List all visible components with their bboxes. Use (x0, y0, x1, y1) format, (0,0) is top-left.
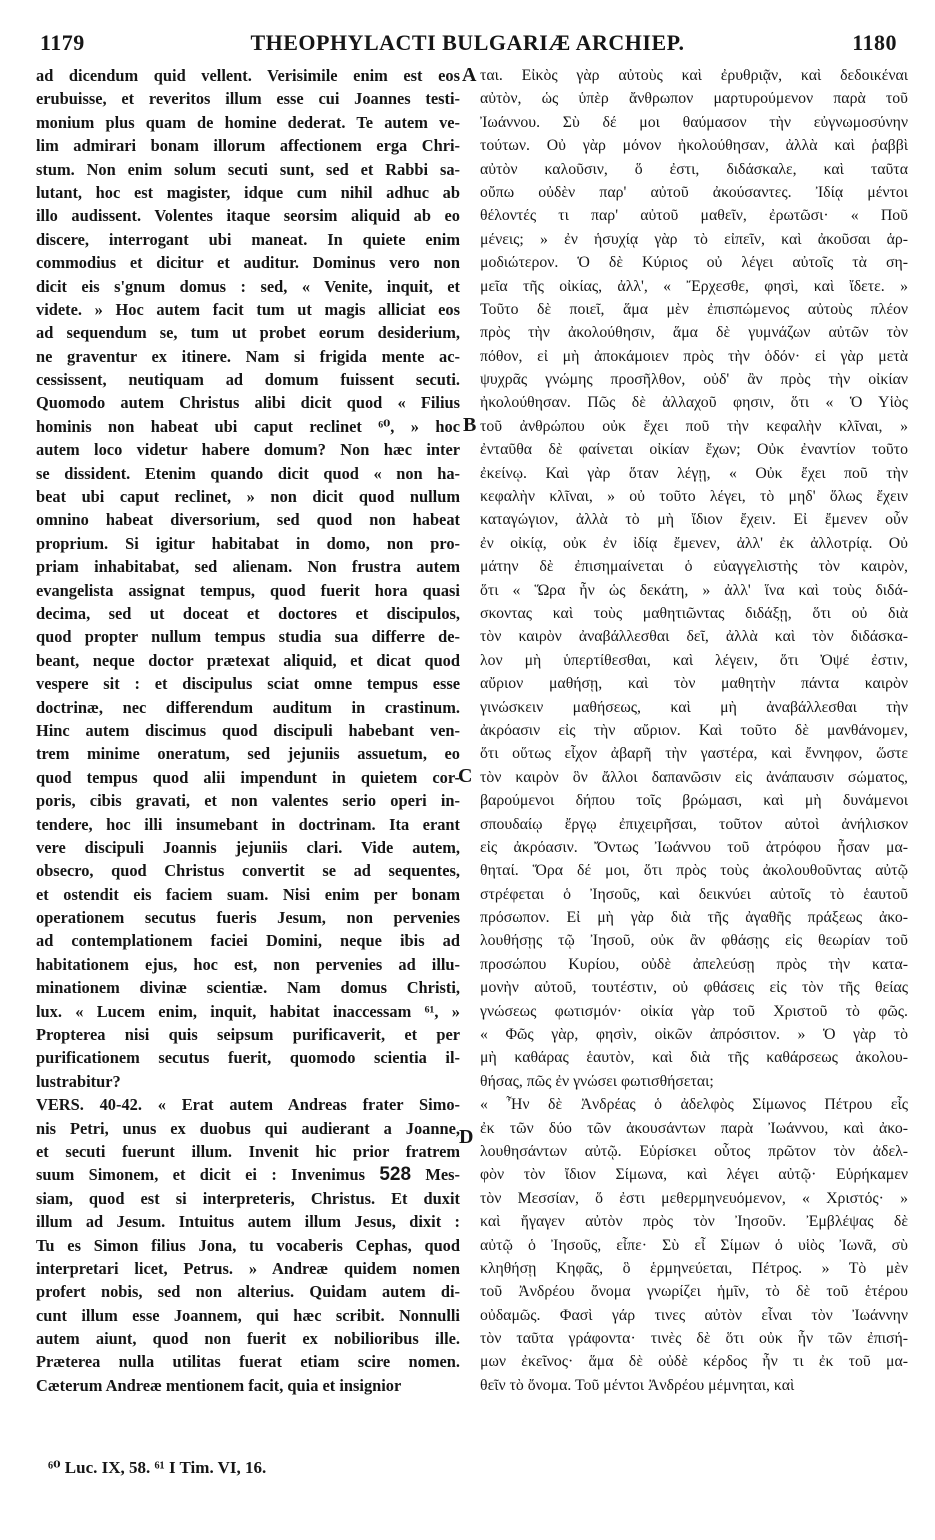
text-line: λον μὴ ὑπερτίθεσθαι, καὶ λέγειν, ὅτι Ὀψέ ἐστιν, (480, 651, 908, 669)
text-line: πόθον, εἰ μὴ ἀποκάμοιεν πρὸς τὴν ὁδόν· εἰ γὰρ μετὰ (480, 347, 908, 365)
text-line: purificationem secutus fuerit, quomodo scientia il- (36, 1048, 460, 1068)
text-line: lustrabitur? (36, 1071, 121, 1091)
text-line: λουθήσῃς τῷ Ἰησοῦ, οὐκ ἂν φθάσῃς εἰς θεωρίαν τοῦ (480, 932, 908, 950)
text-line: θεῖν τὸ ὄνομα. Τοῦ μέντοι Ἀνδρέου μέμνηται, καὶ (480, 1376, 795, 1394)
text-line: τὸν καιρὸν ἀναβάλλεσθαι δεῖ, ἀλλὰ καὶ τὸν διδάσκα- (480, 628, 908, 646)
text-line: πρὸς τὴν ἀκολούθησιν, ἅμα δὲ γυμνάζων αὐτῶν τὸν (480, 324, 908, 342)
text-line: Cæterum Andreæ mentionem facit, quia et insignior (36, 1375, 402, 1395)
text-line: monium plus quam de homine dederat. Te autem ve- (36, 112, 460, 132)
text-line: τὸν ταῦτα γράφοντα· τινὲς δὲ ὅτι οὐκ ἦν τῶν ἐπισή- (480, 1330, 908, 1348)
text-line: ad contemplationem faciei Domini, neque ibis ad (36, 931, 460, 951)
text-line: hominis non habeat ubi caput reclinet ⁶⁰, » hoc (36, 416, 460, 436)
text-line: οὐδαμῶς. Φασὶ γάρ τινες αὐτὸν εἶναι τὸν Ἰωάννην (480, 1306, 908, 1324)
footnotes: ⁶⁰ Luc. IX, 58. ⁶¹ I Tim. VI, 16. (48, 1458, 267, 1477)
text-line (36, 1163, 460, 1186)
right-page-number: 1180 (852, 30, 897, 55)
text-line: poris, cibis gravati, et non valentes serio operi in- (36, 791, 460, 811)
text-line: cunt illum esse Joannem, qui hæc scribit. Nonnulli (36, 1305, 460, 1325)
text-line: τοῦ Ἀνδρέου ὄνομα γνωρίζει ἡμῖν, τὸ δὲ τοῦ ἑτέρου (480, 1283, 908, 1301)
text-line: lutant, hoc est magister, idque cum nihil adhuc ab (36, 182, 460, 202)
text-line: « Ἦν δὲ Ἀνδρέας ὁ ἀδελφὸς Σίμωνος Πέτρου εἷς (480, 1096, 908, 1114)
text-fragment: suum Simonem, et dicit ei : Invenimus (36, 1165, 380, 1185)
text-line: profert nobis, sed non alterius. Quidam autem di- (36, 1282, 460, 1302)
text-line: omnino habeat diversorium, sed quod non habeat (36, 510, 460, 530)
text-line: τούτων. Οὐ γὰρ μόνον ἠκολούθησαν, ἀλλὰ καὶ ῥαββὶ (480, 137, 908, 155)
text-line: decima, sed ut doceat et doctores et discipulos, (36, 603, 460, 623)
text-line: σκοντας καὶ τοὺς μαθητιῶντας διδάξῃ, ὅτι οὐ διὰ (480, 604, 908, 622)
text-line: φὸν τὸν ἴδιον Σίμωνα, καὶ λέγει αὐτῷ· Εὑρήκαμεν (480, 1166, 908, 1184)
text-line: ἐν οἰκίᾳ, οὐκ ἐν ἰδίᾳ ἔμενεν, ἀλλ' ἐκ ἀλλοτρίᾳ. Οὐ (480, 534, 908, 552)
text-line: κληθήσῃ Κηφᾶς, ὃ ἑρμηνεύεται, Πέτρος. » Τὸ μὲν (480, 1259, 908, 1277)
text-line: proprium. Si igitur habitabat in domo, non pro- (36, 533, 460, 553)
text-line: evangelista assignat tempus, quod fuerit hora quasi (36, 580, 460, 600)
text-line: discere, interrogant ubi maneat. In quiete enim (36, 229, 460, 249)
text-line: γινώσκειν μαθήσεως, καὶ μὴ ἀναβάλλεσθαι τὴν (480, 698, 908, 716)
text-line: μοδιώτερον. Ὁ δὲ Κύριος οὐ λέγει αὐτοῖς τὰ ση- (480, 254, 908, 272)
text-line: καταγώγιον, ἀλλὰ τὸ μὴ ἴδιον ἔχειν. Εἰ ἔμενεν οὖν (480, 511, 908, 529)
left-page-number: 1179 (40, 30, 85, 55)
text-line: interpretari licet, Petrus. » Andreæ quidem nomen (36, 1258, 460, 1278)
text-line: γνώσεως φωτισμόν· οἰκία γὰρ τοῦ Χριστοῦ τὸ φῶς. (480, 1002, 908, 1020)
text-line: illo audissent. Volentes itaque seorsim aliquid ab eo (36, 206, 460, 226)
text-line: habitationem ejus, hoc est, non pervenies ad illu- (36, 954, 460, 974)
text-line: nis Petri, unus ex duobus qui audierant a Joanne, (36, 1118, 460, 1138)
text-fragment: Mes- (411, 1165, 460, 1185)
text-line: quod propter nullum tempus studia sua differre de- (36, 627, 460, 647)
text-line: illum ad Jesum. Intuitus autem illum Jesus, dixit : (36, 1212, 460, 1232)
text-line: προσώπου Κυρίου, οὐδὲ ἀπελεύσῃ πρὸς τὴν κατα- (480, 955, 908, 973)
text-line: λουθησάντων αὐτῷ. Εὑρίσκει οὗτος πρῶτον τὸν ἀδελ- (480, 1142, 908, 1160)
running-header (0, 30, 935, 56)
text-line: ὅτι « Ὥρα ἦν ὡς δεκάτη, » ἀλλ' ἵνα καὶ τοὺς διδά- (480, 581, 908, 599)
margin-letter-c: C (458, 765, 473, 787)
text-line: τὸν καιρὸν ὃν ἄλλοι δαπανῶσιν εἰς ἀνάπαυσιν σώματος, (480, 768, 908, 786)
text-line: τὸν Μεσσίαν, ὅ ἐστι μεθερμηνευόμενον, « Χριστός· » (480, 1189, 908, 1207)
text-line: beant, neque doctor prætexat aliquid, et dicat quod (36, 650, 460, 670)
text-line: ad dicendum quid vellent. Verisimile enim est eos (36, 66, 460, 85)
text-line: doctrinæ, nec differendum auditum in crastinum. (36, 697, 460, 717)
text-line: Τοῦτο δὲ ποιεῖ, ἅμα μὲν ἐπισπώμενος αὐτοὺς πλέον (480, 300, 908, 318)
margin-letter-b: B (463, 414, 477, 436)
text-line: ἐκείνῳ. Καὶ γὰρ ὅταν λέγῃ, « Οὐκ ἔχει ποῦ τὴν (480, 464, 908, 482)
running-title: THEOPHYLACTI BULGARIÆ ARCHIEP. (250, 30, 685, 55)
text-line: vere discipuli Joannis jejuniis clari. Vide autem, (36, 837, 460, 857)
text-line: trem minime oneratum, sed jejuniis assuetum, eo (36, 744, 460, 764)
text-line: et secuti fuerunt illum. Invenit hic prior fratrem (36, 1141, 460, 1161)
text-line: ἐκ τῶν δύο τῶν ἀκουσάντων παρὰ Ἰωάννου, καὶ ἀκο- (480, 1119, 908, 1137)
text-line: commodius et dicitur et auditur. Dominus vero non (36, 253, 460, 273)
text-line: μὴ καθάρας ἑαυτὸν, καὶ διὰ τῆς καθάρσεως ἀκολου- (480, 1049, 908, 1067)
text-line: lux. « Lucem enim, inquit, habitat inaccessam ⁶¹, » (36, 1001, 460, 1021)
text-line: σπουδαίῳ ἔργῳ ἐπιχειρῆσαι, τοῦτον αὐτοὶ ἀνήλισκον (480, 815, 908, 833)
text-line: minationem divinæ scientiæ. Nam domus Christi, (36, 978, 460, 998)
text-line: stum. Non enim solum secuti sunt, sed et Rabbi sa- (36, 159, 460, 179)
text-line: ἀκρόασιν εἰς τὴν αὔριον. Καὶ τοῦτο δὲ μανθάνομεν, (480, 721, 908, 739)
text-line: tendere, hoc illi insumebant in doctrinam. Ita erant (36, 814, 460, 834)
text-line: μονὴν αὐτοῦ, τουτέστιν, οὐ φθάσεις εἰς τὸν τῆς θείας (480, 979, 908, 997)
text-line: Ἰωάννου. Σὺ δέ μοι θαύμασον τὴν εὐγνωμοσύνην (480, 113, 908, 131)
text-line: ται. Εἰκὸς γὰρ αὐτοὺς καὶ ἐρυθριᾷν, καὶ δεδοικέναι (480, 67, 908, 84)
text-line: ἐνταῦθα δὲ φαίνεται οἰκίαν ἔχων; Οὐκ ἐναντίον τοῦτο (480, 441, 908, 459)
text-line: vespere sit : et discipulus sciat omne tempus esse (36, 674, 460, 694)
text-line: Præterea nulla utilitas fuerat etiam scire nomen. (36, 1352, 460, 1372)
text-line: priam inhabitabat, sed alienam. Non frustra autem (36, 557, 460, 577)
text-line: Propterea nisi quis seipsum purificaverit, et per (36, 1025, 460, 1045)
text-line: αὐτῷ ὁ Ἰησοῦς, εἶπε· Σὺ εἶ Σίμων ὁ υἱὸς Ἰωνᾶ, σὺ (480, 1236, 908, 1254)
text-line: θέλοντές τι παρ' αὐτοῦ μαθεῖν, ἐρωτῶσι· « Ποῦ (480, 207, 908, 225)
text-line: autem aiunt, quod non fuerit ex nobilioribus ille. (36, 1329, 460, 1349)
text-line: θήσας, πῶς ἐν γνώσει φωτισθήσεται; (480, 1072, 714, 1090)
text-line: εἰς ἀκρόασιν. Ὄντως Ἰωάννου τοῦ ἀτρόφου ἦσαν μα- (480, 838, 908, 856)
text-line: Hinc autem discimus quod discipuli habebant ven- (36, 720, 460, 740)
latin-column (36, 64, 460, 1397)
text-line: αὐτὸν, ὡς ὑπὲρ ἄνθρωπον μαρτυρούμενον παρὰ τοῦ (480, 90, 908, 108)
text-line: μάτην δὲ ἐπισημαίνεται ὁ εὐαγγελιστὴς τὸν καιρὸν, (480, 558, 908, 576)
margin-letter-d: D (459, 1126, 474, 1148)
text-line: ψυχρᾶς γνώμης προσῆλθον, οὐδ' ἂν πρὸς τὴν οἰκίαν (480, 371, 908, 389)
text-line: siam, quod est si interpreteris, Christus. Et duxit (36, 1188, 460, 1208)
page-marker: 528 (379, 1164, 412, 1186)
text-line: στρέφεται ὁ Ἰησοῦς, καὶ δεικνύει αὐτοῖς τὸ ἑαυτοῦ (480, 885, 908, 903)
text-line: μεῖα τῆς οἰκίας, ἀλλ', « Ἔρχεσθε, φησὶ, καὶ ἴδετε. » (480, 277, 908, 295)
text-line: μων ἐκεῖνος· ἅμα δὲ οὐδὲ κέρδος ἦν τι ἐκ τοῦ μα- (480, 1353, 908, 1371)
text-line: Tu es Simon filius Jona, tu vocaberis Cephas, quod (36, 1235, 460, 1255)
text-line: « Φῶς γὰρ, φησὶν, οἰκῶν ἀπρόσιτον. » Ὁ γὰρ τὸ (480, 1026, 908, 1044)
text-line: Quomodo autem Christus alibi dicit quod « Filius (36, 393, 460, 413)
text-line: μένεις; » ἐν ἡσυχίᾳ γὰρ τὸ εἰπεῖν, καὶ ἀκοῦσαι ἁρ- (480, 230, 908, 248)
text-line: cessissent, neutiquam ad domum fuissent secuti. (36, 370, 460, 390)
text-line: αὔριον μαθήσῃ, καὶ τὸν μαθητὴν πάντα καιρὸν (480, 675, 908, 693)
text-line: αὐτὸν καλοῦσιν, ὅ ἐστι, διδάσκαλε, καὶ ταῦτα (480, 160, 908, 178)
text-line: VERS. 40-42. « Erat autem Andreas frater Simo- (36, 1095, 460, 1115)
text-line: dicit eis s'gnum domus : sed, « Venite, inquit, et (36, 276, 460, 296)
greek-column (480, 64, 908, 1397)
text-line: βαρούμενοι δήπου τοῖς βρώμασι, καὶ μὴ δυνάμενοι (480, 792, 908, 810)
text-line: quod tempus quod alii impendunt in quietem cor- (36, 767, 460, 787)
text-line: ne graventur ex itinere. Nam si frigida mente ac- (36, 346, 460, 366)
text-line: ὅτι οὕτως εἶχον ἀβαρῆ τὴν γαστέρα, καὶ ἔννηφον, ὥστε (480, 745, 908, 763)
text-line: obsecro, quod Christus convertit se ad sequentes, (36, 861, 460, 881)
text-line: lim admirari bonam illorum affectionem erga Chri- (36, 136, 460, 156)
text-line: τοῦ ἀνθρώπου οὐκ ἔχει ποῦ τὴν κεφαλὴν κλῖναι, » (480, 417, 908, 435)
text-line: et ostendit eis faciem suam. Nisi enim per bonam (36, 884, 460, 904)
text-line: ad sequendum se, tum ut probet eorum desiderium, (36, 323, 460, 343)
text-line: erubuisse, et reveritos illum esse cui Joannes testi- (36, 89, 460, 109)
text-line: videte. » Hoc autem facit tum ut magis alliciat eos (36, 299, 460, 319)
text-line: beat ubi caput reclinet, » non dicit quod nullum (36, 487, 460, 507)
text-line: θηταί. Ὅρα δέ μοι, ὅτι πρὸς τοὺς ἀκολουθοῦντας αὐτῷ (480, 862, 908, 880)
text-line: operationem secutus fueris Jesum, non pervenies (36, 908, 460, 928)
text-line: καὶ ἤγαγεν αὐτὸν πρὸς τὸν Ἰησοῦν. Ἐμβλέψας δὲ (480, 1213, 908, 1231)
text-line: κεφαλὴν κλῖναι, » οὐ τοῦτο λέγει, τὸ μηδ' ὅλως ἔχειν (480, 488, 908, 506)
text-line: ἠκολούθησαν. Πῶς δὲ ἀλλαχοῦ φησιν, ὅτι « Ὁ Υἱὸς (480, 394, 908, 412)
text-line: autem loco videtur habere domum? Non hæc inter (36, 440, 460, 460)
text-line: οὔπω οὐδὲν παρ' αὐτοῦ ἀκούσαντες. Ἰδίᾳ μέντοι (480, 183, 908, 201)
text-line: πρόσωπον. Εἰ μὴ γὰρ διὰ τῆς ἀγαθῆς πράξεως ἀκο- (480, 909, 908, 927)
margin-letter-a: A (462, 64, 477, 86)
text-line: se dissident. Etenim quando dicit quod « non ha- (36, 463, 460, 483)
